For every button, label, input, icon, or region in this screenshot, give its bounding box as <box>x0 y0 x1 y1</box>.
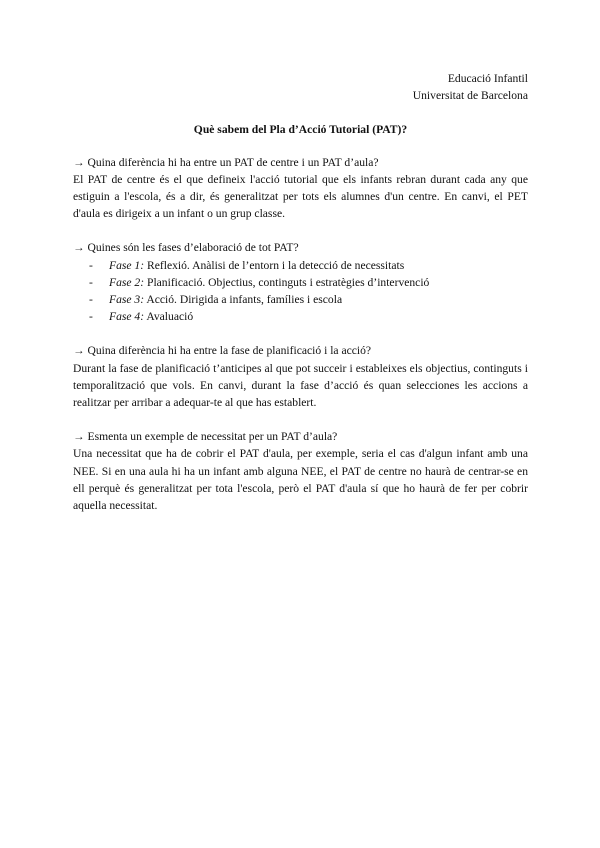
phase-name: Fase 2: <box>109 275 145 289</box>
list-item <box>73 257 528 274</box>
phase-name: Fase 4: <box>109 310 145 324</box>
phases-list <box>73 257 528 326</box>
qa-section-3 <box>73 342 528 411</box>
qa-section-4 <box>73 428 528 514</box>
bullet-dash: - <box>89 293 93 307</box>
course-name: Educació Infantil <box>447 72 528 85</box>
university-name: Universitat de Barcelona <box>412 89 528 103</box>
question-2: → Quines són les fases d’elaboració de tot PAT? <box>73 241 299 255</box>
answer-4: Una necessitat que ha de cobrir el PAT d'aula, per exemple, seria el cas d'algun infant amb una NEE. Si en una aula hi ha un infant amb alguna NEE, el PAT de centre no haurà de centrar-se en ell perquè és generalitzat per tota l'escola, però el PAT d'aula sí que ho haurà de fer per cobrir aquella necessitat. <box>73 447 528 513</box>
question-3: → Quina diferència hi ha entre la fase de planificació i la acció? <box>73 344 372 358</box>
list-item <box>73 308 528 325</box>
phase-text: Avaluació <box>144 310 194 324</box>
phase-text: Acció. Dirigida a infants, famílies i escola <box>144 293 343 307</box>
question-4: → Esmenta un exemple de necessitat per un PAT d’aula? <box>73 430 338 444</box>
document-title: Què sabem del Pla d’Acció Tutorial (PAT)? <box>193 123 408 137</box>
bullet-dash: - <box>89 310 93 324</box>
list-item <box>73 274 528 291</box>
bullet-dash: - <box>89 275 93 289</box>
document-header <box>73 70 528 104</box>
phase-name: Fase 1: <box>109 258 145 272</box>
phase-name: Fase 3: <box>109 293 145 307</box>
document-page <box>73 70 528 531</box>
phase-text: Reflexió. Anàlisi de l’entorn i la detecció de necessitats <box>144 258 405 272</box>
answer-3: Durant la fase de planificació t’anticipes al que pot succeir i estableixes els objectius, continguts i temporalització que vols. En canvi, durant la fase d’acció és quan selecciones les accions a realitzar per arribar a adequar-te al que has establert. <box>73 361 528 410</box>
answer-1: El PAT de centre és el que defineix l'acció tutorial que els infants rebran durant cada any que estiguin a l'escola, és a dir, és generalitzat per tots els alumnes d'un centre. En canvi, el PET d'aula es dirigeix a un infant o un grup classe. <box>73 172 528 221</box>
bullet-dash: - <box>89 258 93 272</box>
qa-section-2 <box>73 239 528 325</box>
phase-text: Planificació. Objectius, continguts i estratègies d’intervenció <box>144 275 430 289</box>
qa-section-1 <box>73 154 528 223</box>
question-1: → Quina diferència hi ha entre un PAT de centre i un PAT d’aula? <box>73 155 379 169</box>
list-item <box>73 291 528 308</box>
